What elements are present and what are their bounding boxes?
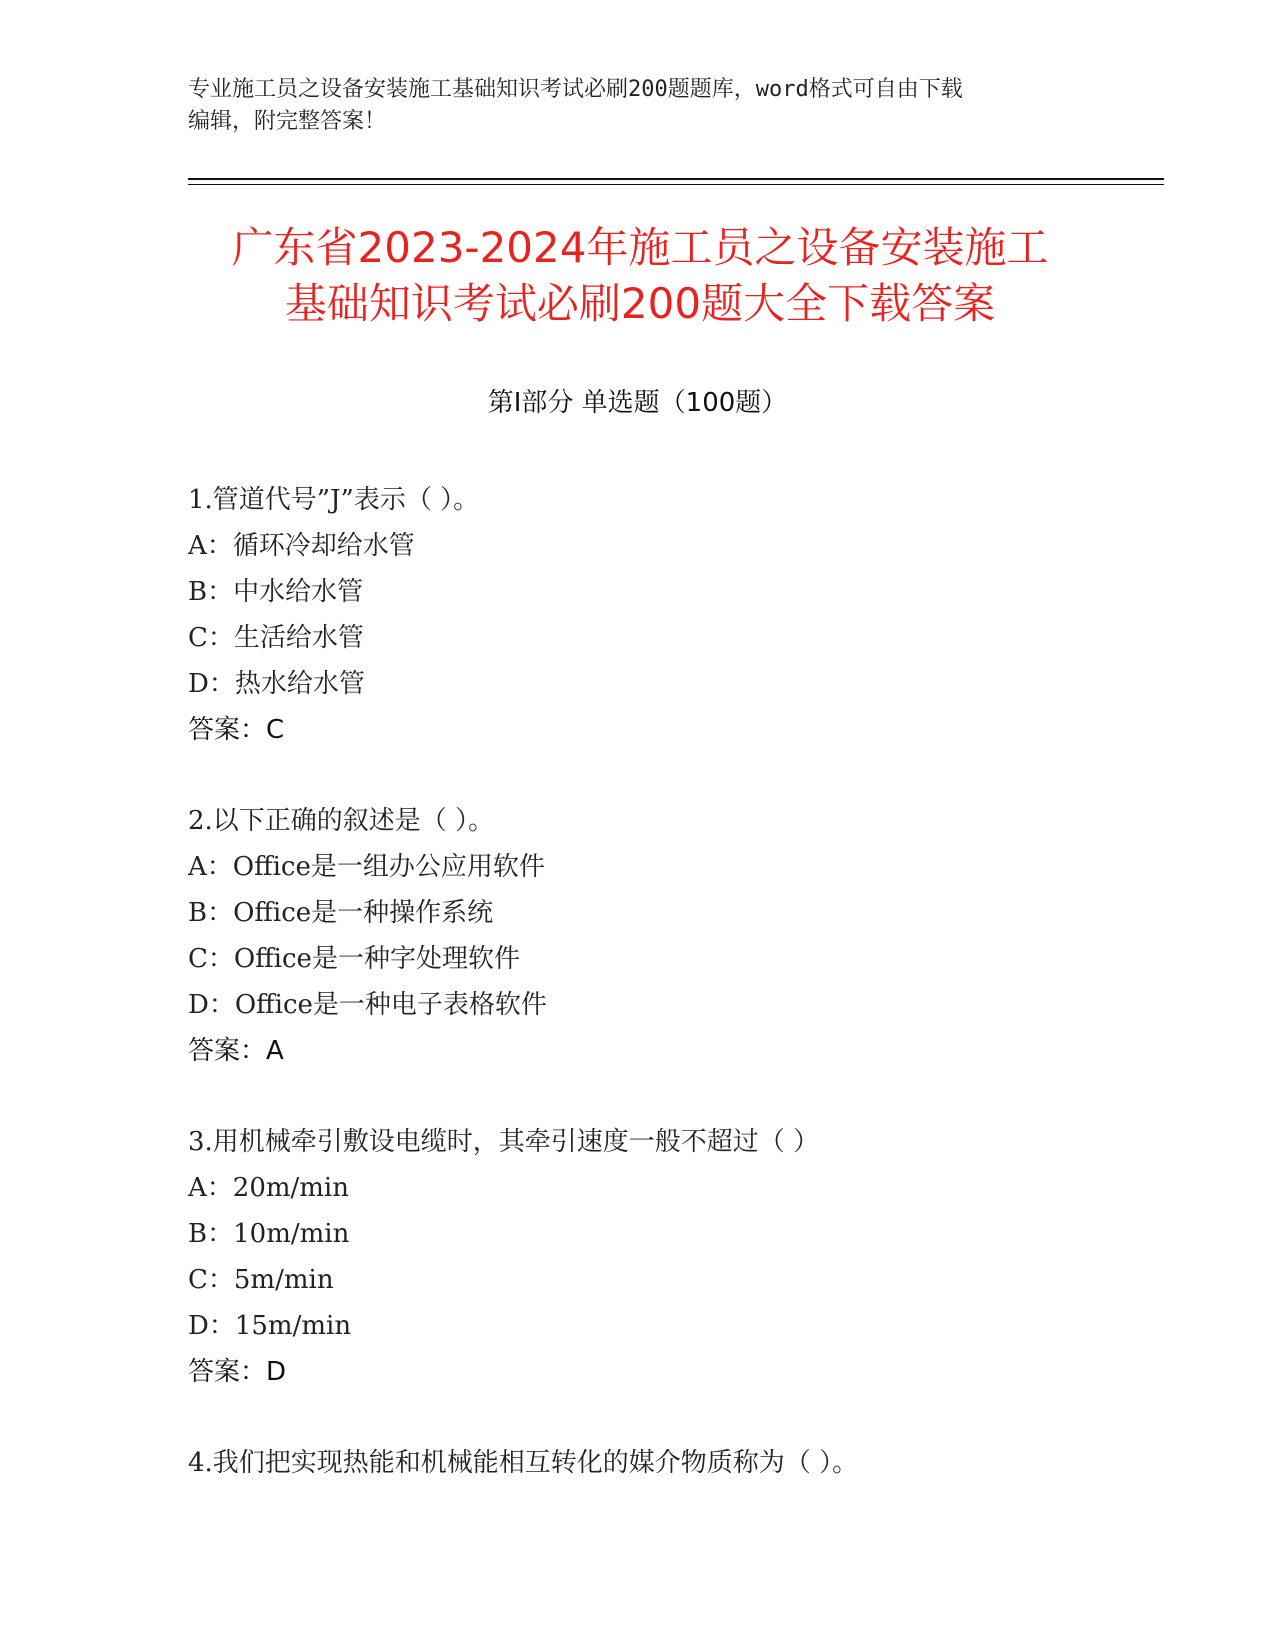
question-4 (188, 1440, 1168, 1486)
answer-key: 答案：A (188, 1036, 284, 1066)
question-stem: 1.管道代号”J”表示（ ）。 (188, 485, 480, 515)
document-title (160, 220, 1120, 332)
option-b: B：10m/min (188, 1219, 350, 1249)
option-c: C：5m/min (188, 1265, 334, 1295)
document-title-line-1: 广东省2023-2024年施工员之设备安装施工 (231, 223, 1049, 272)
header-divider-thin (188, 184, 1164, 185)
answer-key: 答案：D (188, 1357, 287, 1387)
question-list (188, 477, 1168, 1531)
option-c: C：Office是一种字处理软件 (188, 944, 520, 974)
header-note-line-1: 专业施工员之设备安装施工基础知识考试必刷200题题库，word格式可自由下载 (188, 77, 963, 102)
question-1 (188, 477, 1168, 753)
option-c: C：生活给水管 (188, 623, 364, 653)
option-d: D：热水给水管 (188, 669, 365, 699)
header-divider-thick (188, 178, 1164, 180)
section-title: 第Ⅰ部分 单选题（100题） (487, 388, 788, 418)
question-stem: 2.以下正确的叙述是（ ）。 (188, 806, 495, 836)
document-title-line-2: 基础知识考试必刷200题大全下载答案 (284, 279, 996, 328)
header-note (188, 74, 1088, 138)
answer-key: 答案：C (188, 715, 285, 745)
option-a: A：循环冷却给水管 (188, 531, 415, 561)
header-note-line-2: 编辑，附完整答案！ (188, 109, 387, 134)
option-a: A：Office是一组办公应用软件 (188, 852, 545, 882)
question-stem: 4.我们把实现热能和机械能相互转化的媒介物质称为（ ）。 (188, 1448, 859, 1478)
question-2 (188, 798, 1168, 1074)
option-d: D：Office是一种电子表格软件 (188, 990, 547, 1020)
question-stem: 3.用机械牵引敷设电缆时，其牵引速度一般不超过（ ） (188, 1127, 820, 1157)
option-d: D：15m/min (188, 1311, 352, 1341)
option-b: B：中水给水管 (188, 577, 364, 607)
question-3 (188, 1119, 1168, 1395)
option-b: B：Office是一种操作系统 (188, 898, 494, 928)
option-a: A：20m/min (188, 1173, 349, 1203)
